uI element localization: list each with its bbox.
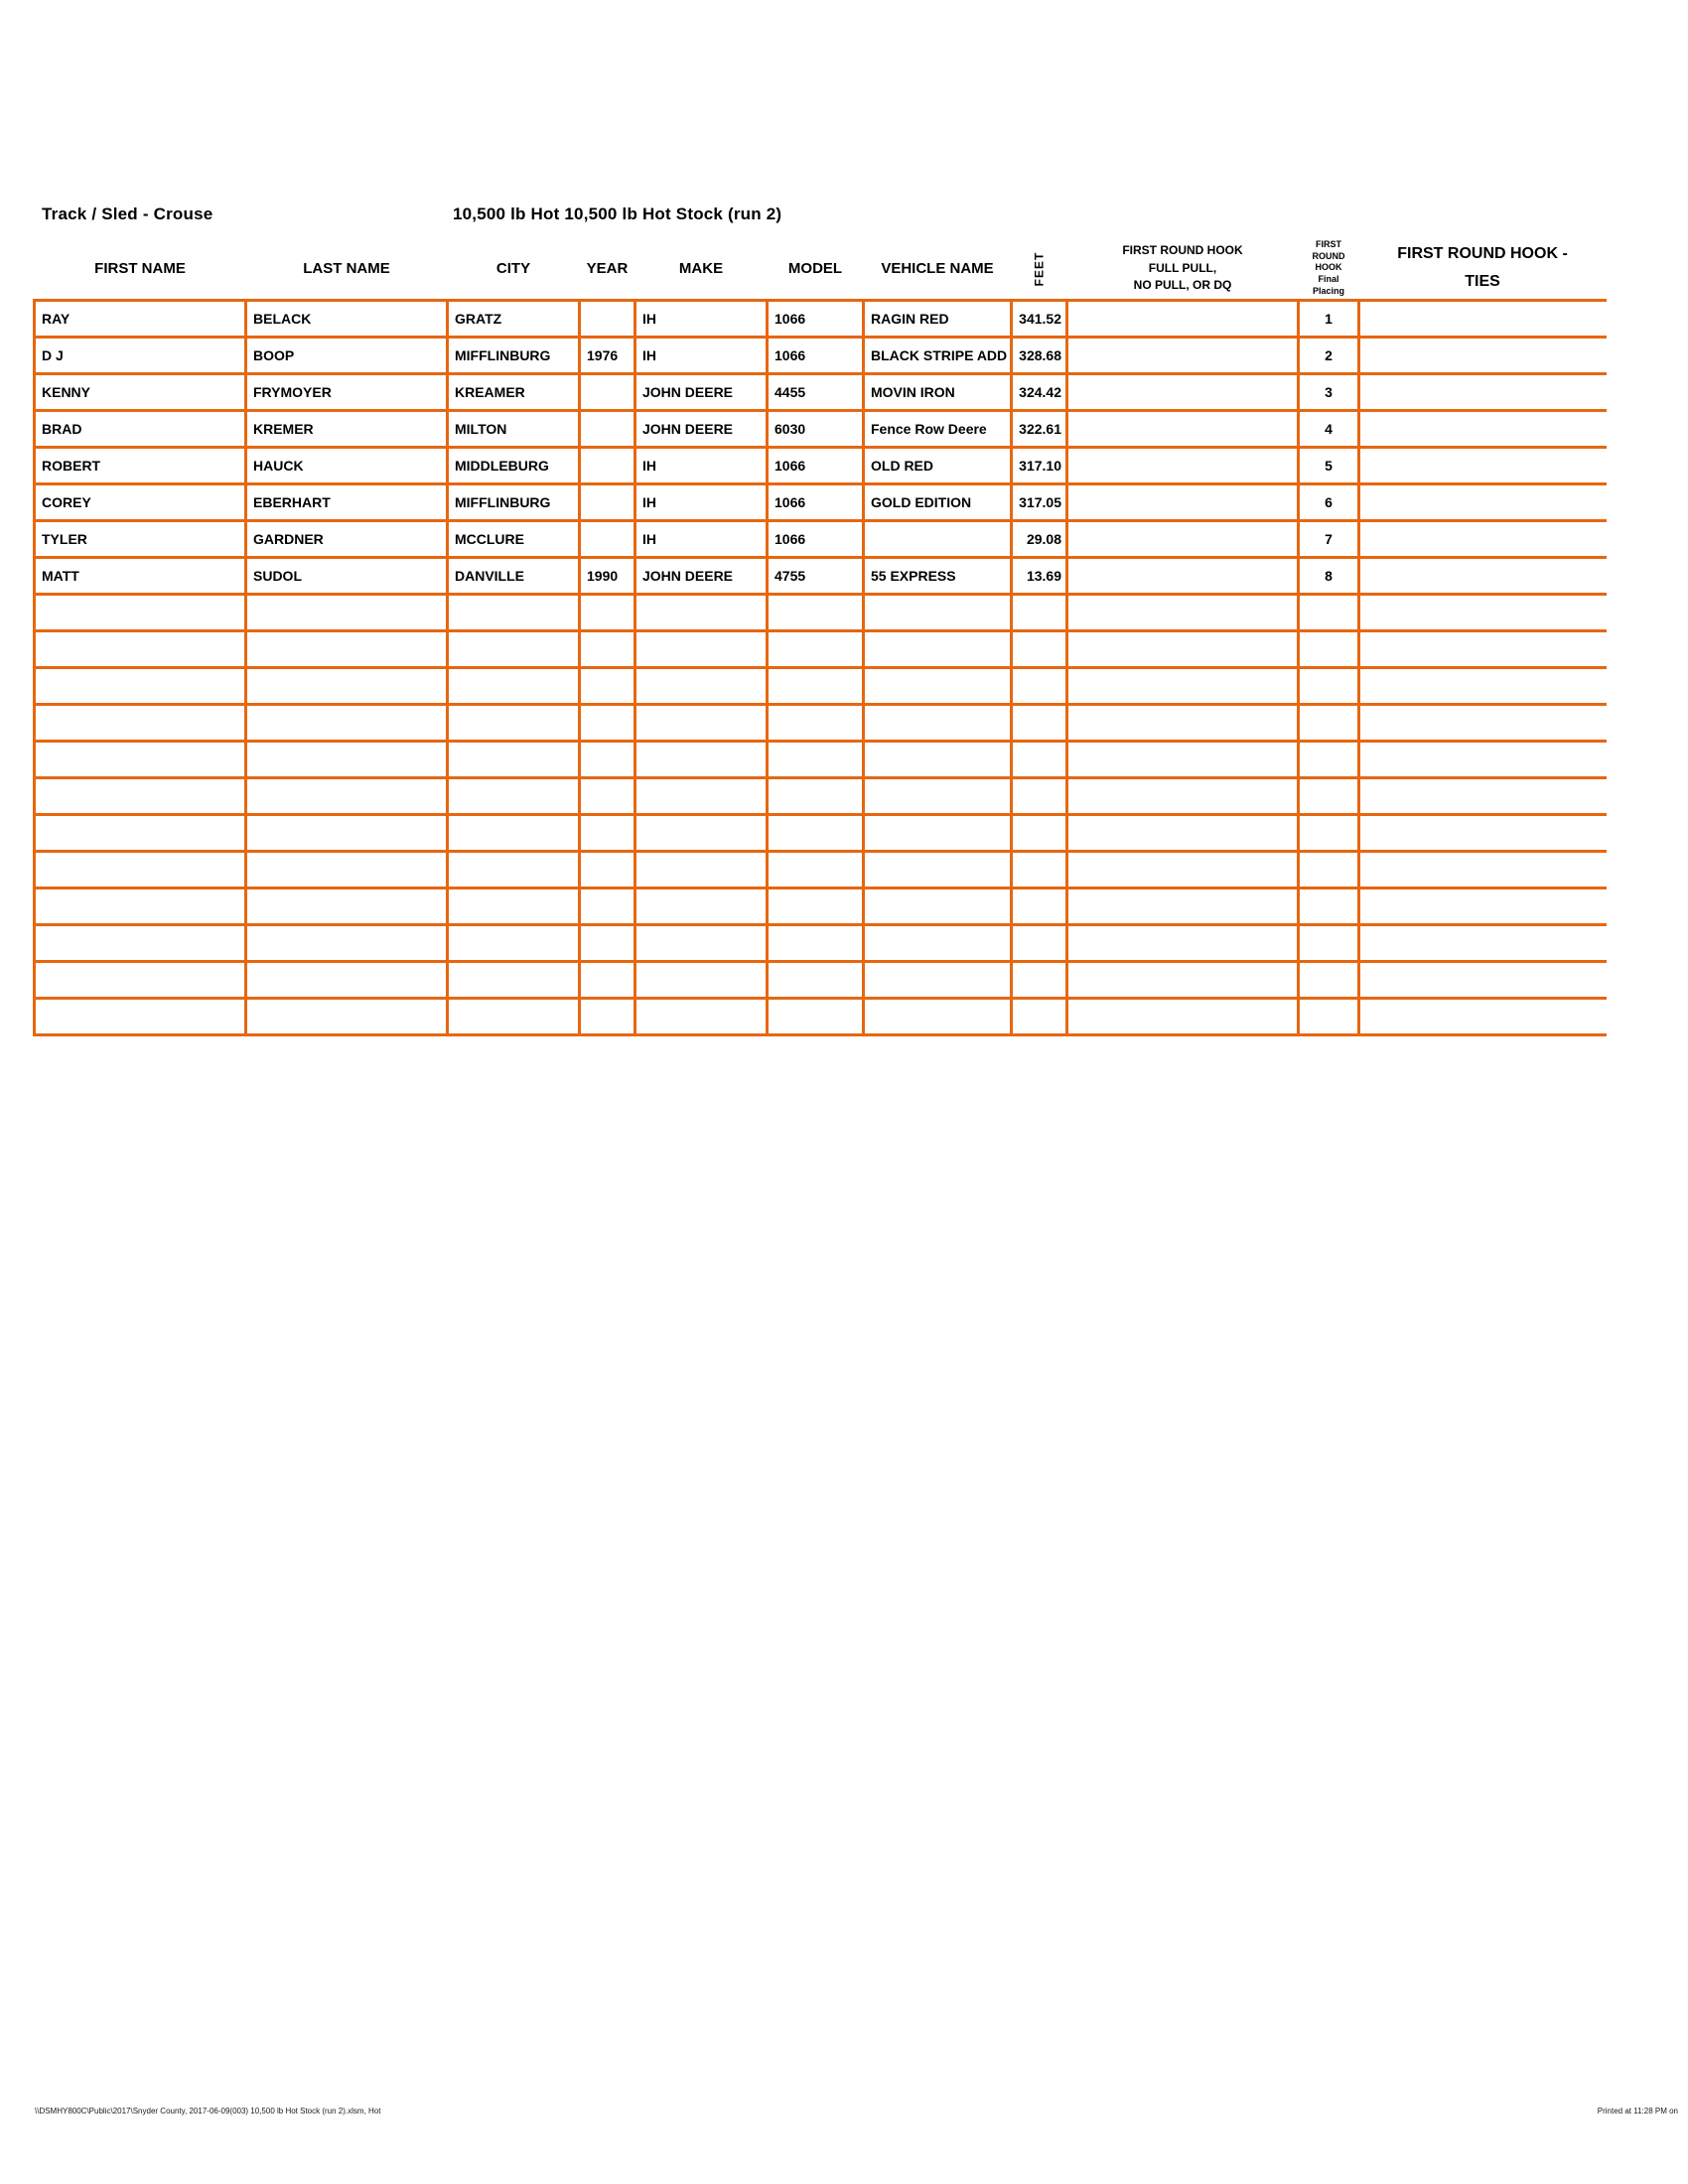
cell-year: 1990 xyxy=(580,557,635,594)
cell-result xyxy=(1067,483,1299,520)
file-path-footer: \\DSMHY800C\Public\2017\Snyder County, 2017-06-09(003) 10,500 lb Hot Stock (run 2).xlsm, Hot xyxy=(35,2107,381,2116)
cell-make: JOHN DEERE xyxy=(635,557,768,594)
cell-vehicle-name xyxy=(864,704,1012,741)
cell-year xyxy=(580,851,635,887)
cell-make xyxy=(635,924,768,961)
cell-vehicle-name xyxy=(864,630,1012,667)
table-row xyxy=(35,924,1607,961)
cell-model: 4755 xyxy=(768,557,864,594)
cell-model: 1066 xyxy=(768,483,864,520)
cell-make: IH xyxy=(635,483,768,520)
table-row xyxy=(35,373,1607,410)
cell-placing xyxy=(1299,704,1359,741)
table-row xyxy=(35,704,1607,741)
class-title: 10,500 lb Hot 10,500 lb Hot Stock (run 2) xyxy=(453,205,782,223)
cell-make xyxy=(635,998,768,1034)
table-row xyxy=(35,410,1607,447)
col-header-model: MODEL xyxy=(787,259,843,277)
cell-model: 1066 xyxy=(768,300,864,337)
cell-ties xyxy=(1359,851,1607,887)
cell-first-name xyxy=(35,924,246,961)
cell-ties xyxy=(1359,741,1607,777)
cell-city: DANVILLE xyxy=(448,557,580,594)
cell-year xyxy=(580,410,635,447)
cell-result xyxy=(1067,998,1299,1034)
cell-make: IH xyxy=(635,337,768,373)
cell-year xyxy=(580,961,635,998)
cell-model xyxy=(768,594,864,630)
cell-model: 1066 xyxy=(768,337,864,373)
cell-last-name: SUDOL xyxy=(246,557,448,594)
cell-ties xyxy=(1359,961,1607,998)
cell-vehicle-name: Fence Row Deere xyxy=(864,410,1012,447)
cell-placing xyxy=(1299,667,1359,704)
cell-make xyxy=(635,704,768,741)
col-header-make: MAKE xyxy=(678,259,724,277)
cell-ties xyxy=(1359,887,1607,924)
cell-feet: 324.42 xyxy=(1012,373,1067,410)
cell-first-name xyxy=(35,998,246,1034)
col-header-last-name: LAST NAME xyxy=(303,259,390,277)
cell-placing xyxy=(1299,887,1359,924)
cell-placing xyxy=(1299,594,1359,630)
table-row xyxy=(35,557,1607,594)
cell-feet xyxy=(1012,814,1067,851)
cell-result xyxy=(1067,557,1299,594)
cell-city: MIFFLINBURG xyxy=(448,483,580,520)
cell-first-name: D J xyxy=(35,337,246,373)
col-header-final-placing: FIRST ROUND HOOK Final Placing xyxy=(1312,239,1345,296)
cell-ties xyxy=(1359,667,1607,704)
cell-last-name: EBERHART xyxy=(246,483,448,520)
cell-model xyxy=(768,961,864,998)
cell-last-name xyxy=(246,924,448,961)
cell-result xyxy=(1067,447,1299,483)
cell-ties xyxy=(1359,300,1607,337)
cell-last-name xyxy=(246,887,448,924)
cell-result xyxy=(1067,594,1299,630)
cell-first-name: MATT xyxy=(35,557,246,594)
cell-city xyxy=(448,704,580,741)
cell-ties xyxy=(1359,924,1607,961)
cell-feet: 322.61 xyxy=(1012,410,1067,447)
cell-placing: 7 xyxy=(1299,520,1359,557)
cell-first-name xyxy=(35,777,246,814)
cell-first-name xyxy=(35,667,246,704)
cell-feet xyxy=(1012,704,1067,741)
cell-city: KREAMER xyxy=(448,373,580,410)
table-row xyxy=(35,630,1607,667)
cell-result xyxy=(1067,373,1299,410)
cell-make xyxy=(635,814,768,851)
cell-model xyxy=(768,741,864,777)
cell-year xyxy=(580,667,635,704)
cell-result xyxy=(1067,887,1299,924)
cell-model xyxy=(768,704,864,741)
cell-year xyxy=(580,520,635,557)
cell-vehicle-name: 55 EXPRESS xyxy=(864,557,1012,594)
cell-last-name xyxy=(246,998,448,1034)
table-row xyxy=(35,887,1607,924)
cell-first-name: ROBERT xyxy=(35,447,246,483)
cell-vehicle-name: MOVIN IRON xyxy=(864,373,1012,410)
cell-make: IH xyxy=(635,300,768,337)
cell-result xyxy=(1067,814,1299,851)
cell-city xyxy=(448,998,580,1034)
cell-make: JOHN DEERE xyxy=(635,410,768,447)
cell-result xyxy=(1067,924,1299,961)
cell-ties xyxy=(1359,630,1607,667)
cell-city xyxy=(448,887,580,924)
cell-city xyxy=(448,777,580,814)
col-header-feet xyxy=(1012,238,1067,300)
cell-first-name: TYLER xyxy=(35,520,246,557)
cell-feet: 317.05 xyxy=(1012,483,1067,520)
cell-placing: 3 xyxy=(1299,373,1359,410)
cell-year xyxy=(580,924,635,961)
cell-result xyxy=(1067,630,1299,667)
table-row xyxy=(35,667,1607,704)
cell-last-name: FRYMOYER xyxy=(246,373,448,410)
cell-last-name xyxy=(246,814,448,851)
cell-year xyxy=(580,741,635,777)
cell-city: GRATZ xyxy=(448,300,580,337)
cell-result xyxy=(1067,961,1299,998)
track-sled-label: Track / Sled - Crouse xyxy=(42,205,213,223)
cell-feet: 29.08 xyxy=(1012,520,1067,557)
table-header-row xyxy=(35,238,1607,300)
table-row xyxy=(35,998,1607,1034)
cell-city xyxy=(448,741,580,777)
cell-feet xyxy=(1012,594,1067,630)
cell-result xyxy=(1067,520,1299,557)
cell-first-name xyxy=(35,814,246,851)
cell-last-name xyxy=(246,741,448,777)
cell-first-name xyxy=(35,630,246,667)
table-row xyxy=(35,814,1607,851)
cell-vehicle-name xyxy=(864,814,1012,851)
cell-year xyxy=(580,594,635,630)
cell-result xyxy=(1067,704,1299,741)
cell-placing xyxy=(1299,741,1359,777)
cell-vehicle-name xyxy=(864,520,1012,557)
cell-placing xyxy=(1299,814,1359,851)
cell-result xyxy=(1067,410,1299,447)
cell-placing: 2 xyxy=(1299,337,1359,373)
cell-make: IH xyxy=(635,520,768,557)
table-row xyxy=(35,520,1607,557)
cell-make: JOHN DEERE xyxy=(635,373,768,410)
table-body xyxy=(35,300,1607,1034)
cell-model xyxy=(768,814,864,851)
cell-year xyxy=(580,887,635,924)
cell-city xyxy=(448,594,580,630)
cell-ties xyxy=(1359,704,1607,741)
cell-result xyxy=(1067,777,1299,814)
cell-make xyxy=(635,630,768,667)
cell-city: MILTON xyxy=(448,410,580,447)
cell-placing: 4 xyxy=(1299,410,1359,447)
col-header-first-round-result: FIRST ROUND HOOK FULL PULL, NO PULL, OR DQ xyxy=(1122,243,1243,292)
table-row xyxy=(35,483,1607,520)
cell-model xyxy=(768,851,864,887)
cell-make xyxy=(635,851,768,887)
cell-vehicle-name: OLD RED xyxy=(864,447,1012,483)
cell-last-name: BELACK xyxy=(246,300,448,337)
cell-vehicle-name xyxy=(864,961,1012,998)
cell-make xyxy=(635,887,768,924)
cell-vehicle-name xyxy=(864,887,1012,924)
cell-vehicle-name xyxy=(864,667,1012,704)
cell-ties xyxy=(1359,337,1607,373)
cell-last-name: KREMER xyxy=(246,410,448,447)
table-row xyxy=(35,961,1607,998)
cell-feet: 328.68 xyxy=(1012,337,1067,373)
cell-ties xyxy=(1359,998,1607,1034)
cell-last-name xyxy=(246,594,448,630)
col-header-city: CITY xyxy=(495,259,531,277)
cell-placing: 5 xyxy=(1299,447,1359,483)
cell-model xyxy=(768,924,864,961)
table-row xyxy=(35,741,1607,777)
col-header-ties: FIRST ROUND HOOK - TIES xyxy=(1397,245,1568,291)
table-row xyxy=(35,337,1607,373)
cell-first-name xyxy=(35,961,246,998)
cell-ties xyxy=(1359,483,1607,520)
cell-model xyxy=(768,998,864,1034)
cell-feet xyxy=(1012,998,1067,1034)
cell-feet xyxy=(1012,777,1067,814)
cell-make xyxy=(635,741,768,777)
cell-city: MIFFLINBURG xyxy=(448,337,580,373)
cell-year xyxy=(580,777,635,814)
cell-vehicle-name: RAGIN RED xyxy=(864,300,1012,337)
table-row xyxy=(35,777,1607,814)
cell-last-name: BOOP xyxy=(246,337,448,373)
cell-make xyxy=(635,777,768,814)
table-row xyxy=(35,851,1607,887)
cell-city: MCCLURE xyxy=(448,520,580,557)
cell-vehicle-name xyxy=(864,924,1012,961)
cell-last-name xyxy=(246,851,448,887)
cell-city xyxy=(448,851,580,887)
cell-ties xyxy=(1359,557,1607,594)
cell-feet: 341.52 xyxy=(1012,300,1067,337)
cell-ties xyxy=(1359,777,1607,814)
cell-city xyxy=(448,814,580,851)
cell-vehicle-name xyxy=(864,998,1012,1034)
results-table xyxy=(33,238,1607,1036)
cell-first-name xyxy=(35,741,246,777)
cell-year xyxy=(580,704,635,741)
cell-vehicle-name xyxy=(864,594,1012,630)
cell-first-name xyxy=(35,704,246,741)
cell-result xyxy=(1067,300,1299,337)
cell-first-name: BRAD xyxy=(35,410,246,447)
cell-last-name xyxy=(246,630,448,667)
cell-year xyxy=(580,630,635,667)
cell-year xyxy=(580,373,635,410)
cell-result xyxy=(1067,667,1299,704)
cell-placing xyxy=(1299,630,1359,667)
table-row xyxy=(35,300,1607,337)
cell-feet xyxy=(1012,667,1067,704)
cell-vehicle-name xyxy=(864,777,1012,814)
cell-feet xyxy=(1012,851,1067,887)
cell-placing xyxy=(1299,777,1359,814)
cell-year xyxy=(580,998,635,1034)
cell-placing xyxy=(1299,998,1359,1034)
table-row xyxy=(35,447,1607,483)
cell-ties xyxy=(1359,594,1607,630)
cell-placing: 6 xyxy=(1299,483,1359,520)
cell-result xyxy=(1067,337,1299,373)
cell-model: 6030 xyxy=(768,410,864,447)
cell-model: 1066 xyxy=(768,447,864,483)
cell-last-name xyxy=(246,704,448,741)
cell-vehicle-name: BLACK STRIPE ADD xyxy=(864,337,1012,373)
cell-placing: 1 xyxy=(1299,300,1359,337)
cell-first-name: COREY xyxy=(35,483,246,520)
cell-ties xyxy=(1359,410,1607,447)
cell-model xyxy=(768,630,864,667)
cell-year xyxy=(580,300,635,337)
cell-city xyxy=(448,961,580,998)
cell-model: 4455 xyxy=(768,373,864,410)
cell-model xyxy=(768,667,864,704)
cell-placing xyxy=(1299,924,1359,961)
cell-vehicle-name xyxy=(864,851,1012,887)
cell-placing xyxy=(1299,851,1359,887)
cell-ties xyxy=(1359,520,1607,557)
cell-city xyxy=(448,630,580,667)
cell-city: MIDDLEBURG xyxy=(448,447,580,483)
cell-model xyxy=(768,887,864,924)
cell-city xyxy=(448,924,580,961)
cell-last-name xyxy=(246,777,448,814)
cell-last-name xyxy=(246,961,448,998)
cell-result xyxy=(1067,741,1299,777)
col-header-first-name: FIRST NAME xyxy=(94,259,186,277)
cell-make xyxy=(635,667,768,704)
cell-first-name: RAY xyxy=(35,300,246,337)
cell-placing xyxy=(1299,961,1359,998)
cell-placing: 8 xyxy=(1299,557,1359,594)
cell-first-name: KENNY xyxy=(35,373,246,410)
cell-vehicle-name xyxy=(864,741,1012,777)
cell-ties xyxy=(1359,814,1607,851)
cell-year: 1976 xyxy=(580,337,635,373)
cell-feet xyxy=(1012,741,1067,777)
cell-vehicle-name: GOLD EDITION xyxy=(864,483,1012,520)
feet-vertical-label: FEET xyxy=(1032,251,1047,287)
cell-feet xyxy=(1012,630,1067,667)
cell-first-name xyxy=(35,851,246,887)
cell-make: IH xyxy=(635,447,768,483)
cell-make xyxy=(635,594,768,630)
cell-year xyxy=(580,447,635,483)
table-row xyxy=(35,594,1607,630)
cell-model xyxy=(768,777,864,814)
cell-ties xyxy=(1359,447,1607,483)
cell-first-name xyxy=(35,887,246,924)
cell-feet: 13.69 xyxy=(1012,557,1067,594)
cell-city xyxy=(448,667,580,704)
col-header-year: YEAR xyxy=(586,259,629,277)
cell-first-name xyxy=(35,594,246,630)
cell-last-name: GARDNER xyxy=(246,520,448,557)
cell-model: 1066 xyxy=(768,520,864,557)
col-header-vehicle-name: VEHICLE NAME xyxy=(881,259,994,277)
cell-year xyxy=(580,483,635,520)
cell-year xyxy=(580,814,635,851)
cell-feet xyxy=(1012,961,1067,998)
cell-make xyxy=(635,961,768,998)
cell-feet xyxy=(1012,924,1067,961)
cell-feet xyxy=(1012,887,1067,924)
cell-result xyxy=(1067,851,1299,887)
cell-ties xyxy=(1359,373,1607,410)
cell-feet: 317.10 xyxy=(1012,447,1067,483)
cell-last-name xyxy=(246,667,448,704)
cell-last-name: HAUCK xyxy=(246,447,448,483)
printed-time-footer: Printed at 11:28 PM on xyxy=(1597,2107,1678,2116)
